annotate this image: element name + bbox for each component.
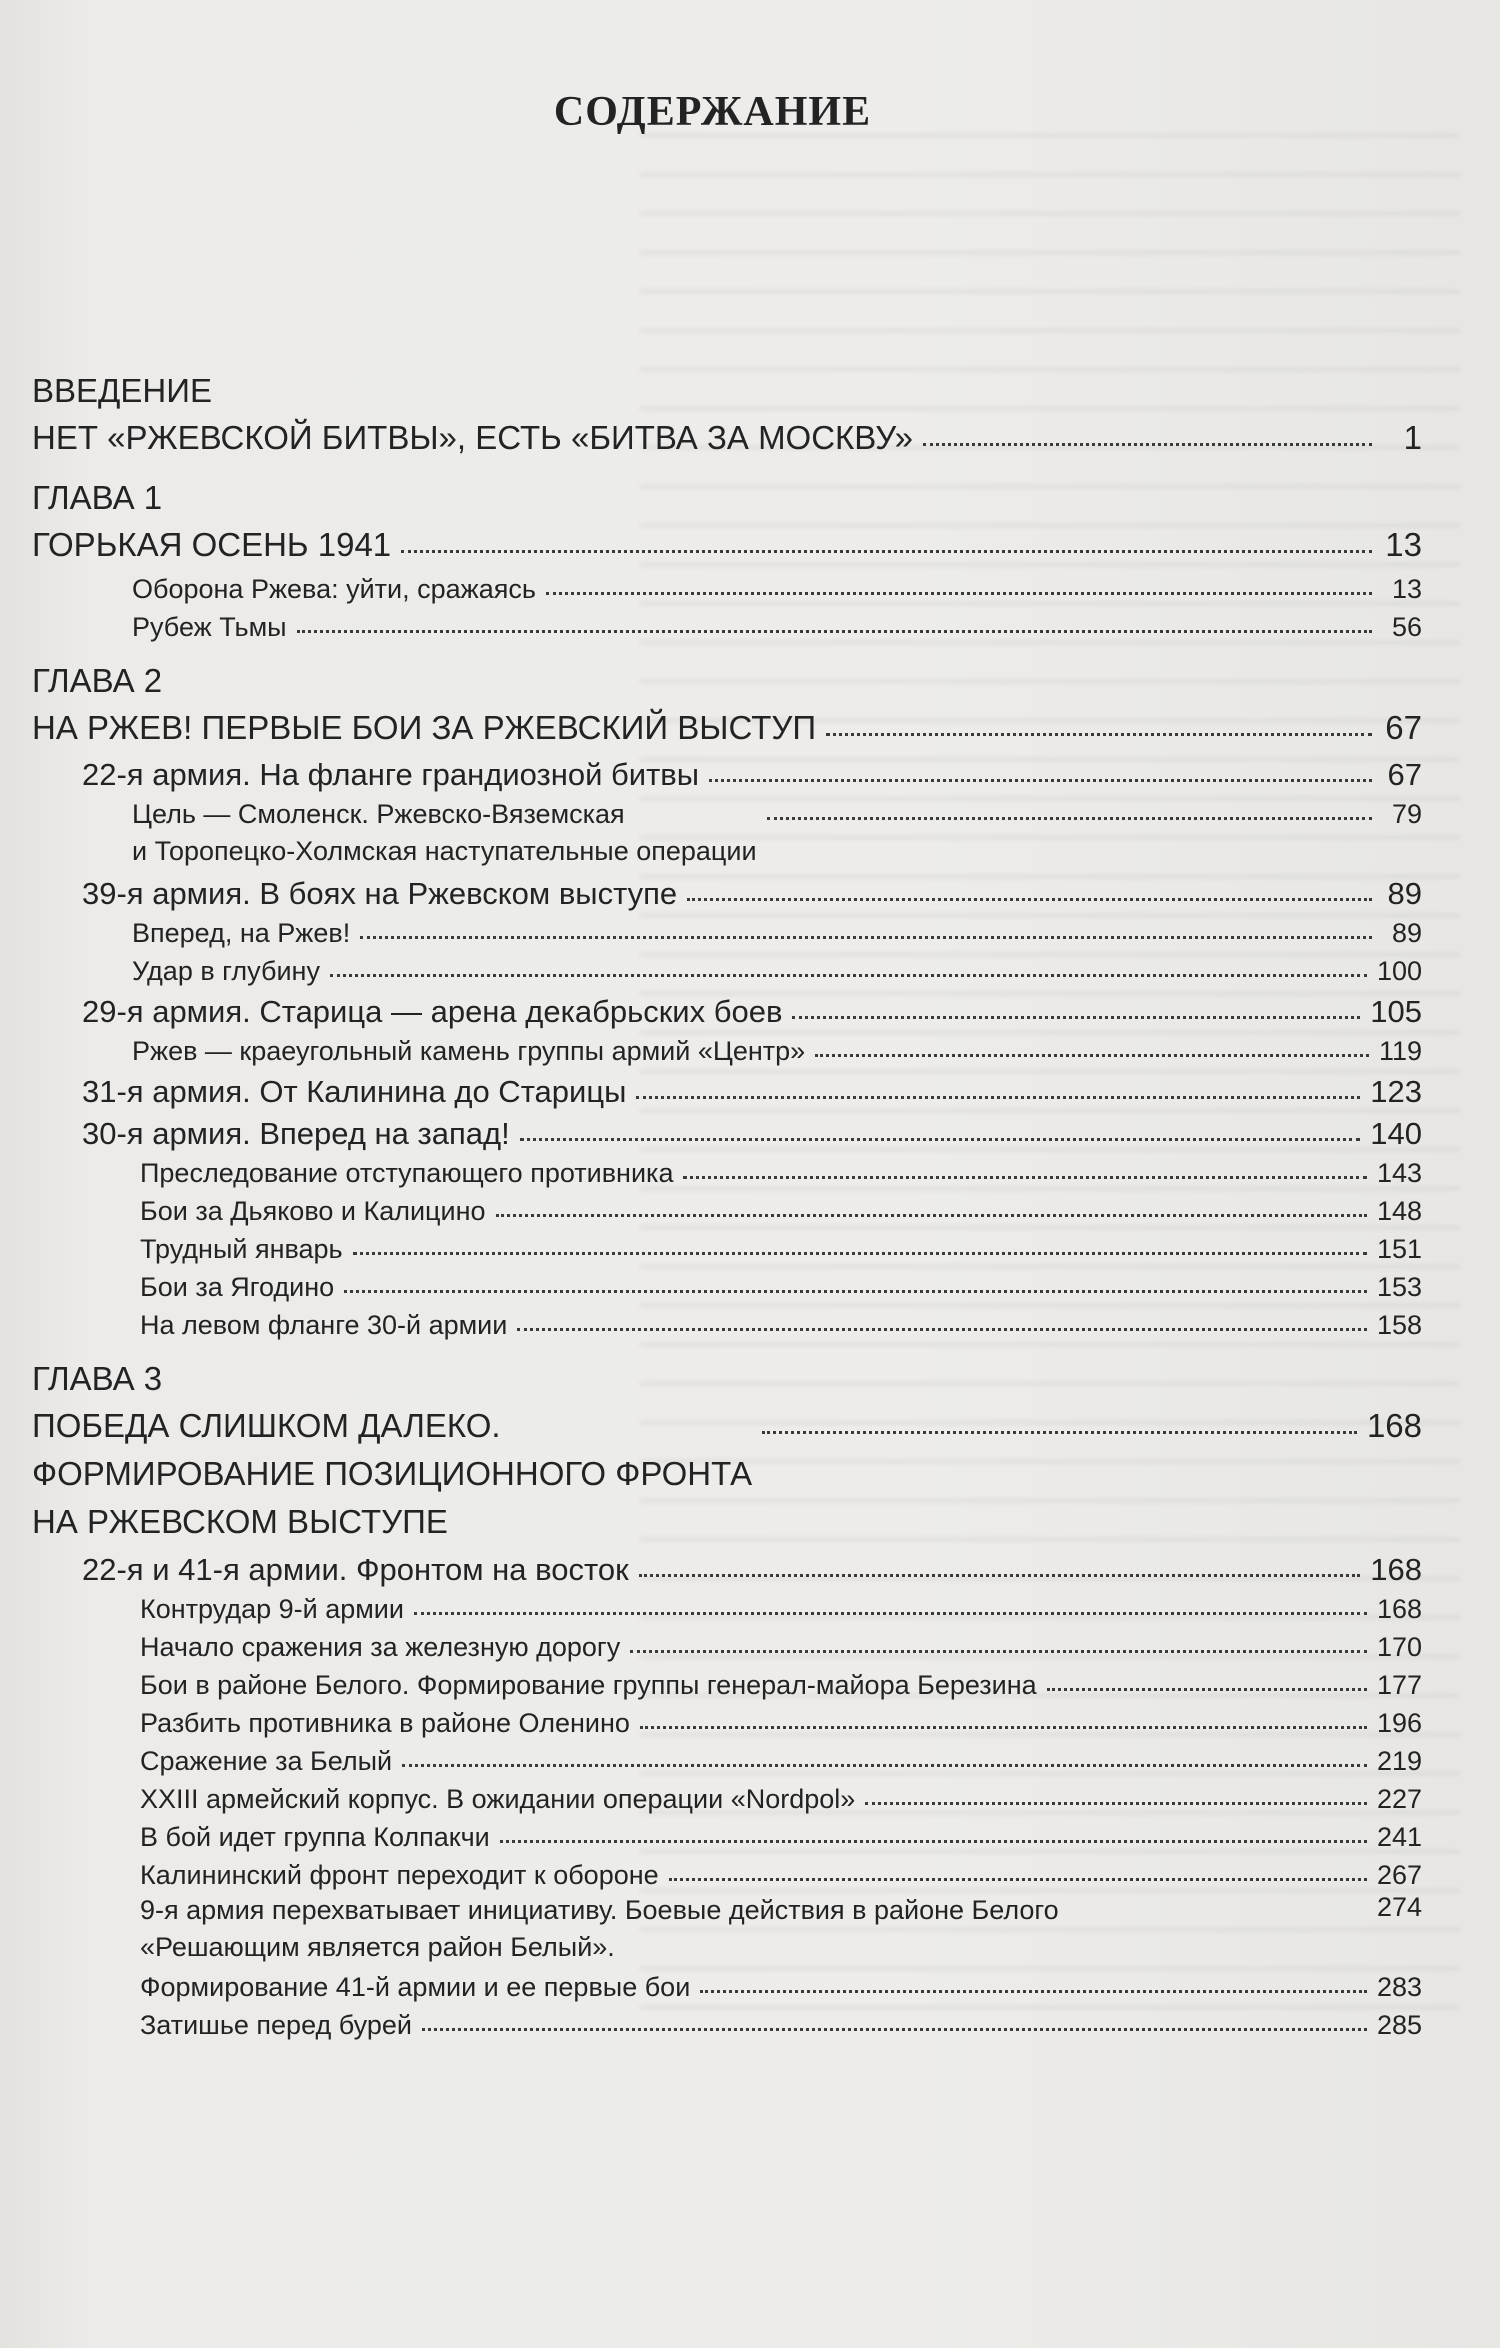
toc-entry[interactable] [32,606,1422,644]
toc-entry[interactable] [32,751,1422,793]
entry-title: ПОБЕДА СЛИШКОМ ДАЛЕКО. ФОРМИРОВАНИЕ ПОЗИЦИОННОГО ФРОНТА НА РЖЕВСКОМ ВЫСТУПЕ [32,1407,753,1540]
page-number: 13 [1385,526,1422,563]
dot-leader [767,790,1372,820]
page-number: 119 [1378,1036,1422,1066]
page-title: СОДЕРЖАНИЕ [553,89,872,135]
page-number: 89 [1387,876,1422,911]
dot-leader [639,1543,1361,1577]
entry-title: Преследование отступающего противника [140,1158,674,1188]
toc-entry[interactable] [32,1966,1422,2004]
dot-leader [683,1149,1366,1179]
entry-title: Трудный январь [140,1234,343,1264]
dot-leader [517,1301,1367,1331]
entry-title: В бой идет группа Колпакчи [140,1822,490,1852]
table-of-contents [32,372,1422,2042]
page-number: 196 [1376,1708,1422,1738]
dot-leader [762,1398,1357,1434]
entry-title: Бои за Дьяково и Калицино [140,1196,486,1226]
toc-entry[interactable] [32,1068,1422,1110]
entry-title: Калининский фронт переходит к обороне [140,1860,659,1890]
toc-entry[interactable] [32,2004,1422,2042]
entry-title: На левом фланге 30-й армии [140,1310,508,1340]
page-number: 241 [1376,1822,1422,1852]
page-number: 148 [1376,1196,1422,1226]
entry-title: 22-я армия. На фланге грандиозной битвы [82,757,700,792]
dot-leader [422,2001,1367,2031]
chapter-label: ГЛАВА 1 [32,479,163,516]
page-number: 143 [1376,1158,1422,1188]
entry-title: Рубеж Тьмы [132,612,287,642]
page-number: 123 [1370,1074,1422,1109]
entry-title: 29-я армия. Старица — арена декабрьских боев [82,994,783,1029]
toc-entry[interactable] [32,1228,1422,1266]
entry-title: 31-я армия. От Калинина до Старицы [82,1074,627,1109]
dot-leader [640,1699,1367,1729]
entry-title: 22-я и 41-я армии. Фронтом на восток [82,1552,629,1587]
page-number: 158 [1376,1310,1422,1340]
dot-leader [815,1027,1369,1057]
toc-entry[interactable] [32,1626,1422,1664]
toc-entry[interactable] [32,1740,1422,1778]
page-number: 100 [1376,956,1422,986]
dot-leader [687,867,1372,901]
page-number: 227 [1376,1784,1422,1814]
entry-title: Цель — Смоленск. Ржевско-Вяземская и Торопецко-Холмская наступательные операции [132,799,757,866]
entry-title: НЕТ «РЖЕВСКОЙ БИТВЫ», ЕСТЬ «БИТВА ЗА МОСКВУ» [32,419,914,456]
toc-entry[interactable] [32,520,1422,568]
toc-entry[interactable] [32,870,1422,912]
dot-leader [792,985,1360,1019]
entry-title: XXIII армейский корпус. В ожидании операции «Nordpol» [140,1784,856,1814]
entry-title: 9-я армия перехватывает инициативу. Боевые действия в районе Белого «Решающим является район Белый». [140,1895,1059,1962]
entry-title: Контрудар 9-й армии [140,1594,404,1624]
chapter-label: ГЛАВА 2 [32,662,163,699]
toc-entry[interactable] [32,1304,1422,1342]
entry-title: Бои в районе Белого. Формирование группы генерал-майора Березина [140,1670,1037,1700]
intro-label: ВВЕДЕНИЕ [32,372,212,409]
page-number: 170 [1376,1632,1422,1662]
toc-entry[interactable] [32,912,1422,950]
dot-leader [353,1225,1367,1255]
toc-entry[interactable] [32,1190,1422,1228]
chapter-label: ГЛАВА 3 [32,1360,163,1397]
page-number: 168 [1366,1407,1422,1444]
toc-entry[interactable] [32,1702,1422,1740]
toc-entry[interactable] [32,1816,1422,1854]
entry-title: Начало сражения за железную дорогу [140,1632,621,1662]
dot-leader [496,1187,1367,1217]
toc-entry[interactable] [32,1892,1422,1966]
dot-leader [630,1623,1367,1653]
toc-entry[interactable] [32,1588,1422,1626]
entry-title: Вперед, на Ржев! [132,918,351,948]
toc-entry[interactable] [32,1152,1422,1190]
toc-entry[interactable] [32,1778,1422,1816]
page-number: 168 [1376,1594,1422,1624]
page-number: 67 [1385,709,1422,746]
toc-entry[interactable] [32,950,1422,988]
dot-leader [546,565,1372,595]
dot-leader [297,603,1372,633]
dot-leader [402,1737,1367,1767]
page-number: 105 [1370,994,1422,1029]
entry-title: 39-я армия. В боях на Ржевском выступе [82,876,678,911]
entry-title: Оборона Ржева: уйти, сражаясь [132,574,536,604]
toc-entry[interactable] [32,1266,1422,1304]
toc-entry[interactable] [32,1546,1422,1588]
toc-entry[interactable] [32,1854,1422,1892]
entry-title: НА РЖЕВ! ПЕРВЫЕ БОИ ЗА РЖЕВСКИЙ ВЫСТУП [32,709,817,746]
entry-title: Ржев — краеугольный камень группы армий «Центр» [132,1036,806,1066]
dot-leader [636,1065,1360,1099]
entry-title: Формирование 41-й армии и ее первые бои [140,1972,691,2002]
page-number: 219 [1376,1746,1422,1776]
dot-leader [344,1263,1367,1293]
page-number: 79 [1391,799,1422,829]
page-number: 153 [1376,1272,1422,1302]
dot-leader [520,1107,1361,1141]
page-number: 13 [1391,574,1422,604]
dot-leader [709,748,1372,782]
dot-leader [360,909,1372,939]
dot-leader [700,1963,1367,1993]
page-number: 67 [1387,757,1422,792]
page-number: 89 [1391,918,1422,948]
page-number: 1 [1403,419,1422,456]
toc-entry[interactable] [32,1030,1422,1068]
page-number: 140 [1370,1116,1422,1151]
entry-title: Затишье перед бурей [140,2010,412,2040]
dot-leader [414,1585,1367,1615]
entry-title: Сражение за Белый [140,1746,393,1776]
page-number: 168 [1370,1552,1422,1587]
dot-leader [923,410,1372,446]
entry-title: ГОРЬКАЯ ОСЕНЬ 1941 [32,526,392,563]
dot-leader [401,517,1372,553]
dot-leader [826,700,1372,736]
toc-entry[interactable] [32,568,1422,606]
dot-leader [500,1813,1367,1843]
entry-title: Бои за Ягодино [140,1272,335,1302]
page-number: 56 [1391,612,1422,642]
page-number: 283 [1376,1972,1422,2002]
dot-leader [330,947,1367,977]
entry-title: Разбить противника в районе Оленино [140,1708,630,1738]
toc-entry[interactable] [32,1664,1422,1702]
page-number: 177 [1376,1670,1422,1700]
toc-entry[interactable] [32,988,1422,1030]
dot-leader [865,1775,1367,1805]
dot-leader [1047,1661,1367,1691]
toc-entry[interactable] [32,1401,1422,1546]
page-number: 151 [1376,1234,1422,1264]
entry-title: 30-я армия. Вперед на запад! [82,1116,510,1151]
toc-entry[interactable] [32,703,1422,751]
dot-leader [669,1851,1367,1881]
page-number: 267 [1376,1860,1422,1890]
toc-entry[interactable] [32,793,1422,870]
page-number: 274 [1376,1892,1422,1922]
toc-entry[interactable] [32,1110,1422,1152]
page-number: 285 [1376,2010,1422,2040]
toc-entry[interactable] [32,413,1422,461]
entry-title: Удар в глубину [132,956,320,986]
